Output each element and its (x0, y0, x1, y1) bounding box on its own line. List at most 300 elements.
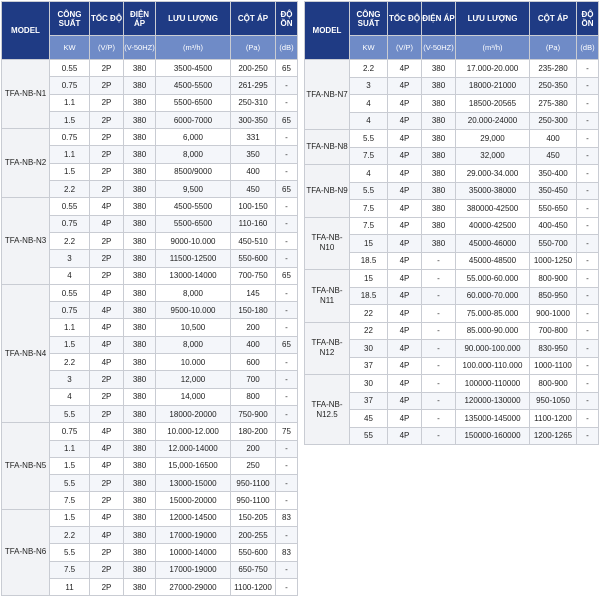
cell-flow: 17000-19000 (156, 527, 231, 544)
cell-pressure: 400-450 (530, 217, 577, 235)
table-row (305, 392, 599, 410)
cell-speed: 4P (388, 305, 422, 323)
cell-speed: 4P (388, 287, 422, 305)
cell-voltage: - (422, 427, 456, 445)
cell-noise: - (577, 112, 599, 130)
cell-power: 15 (350, 235, 388, 253)
table-row (305, 270, 599, 288)
cell-noise: 83 (276, 544, 298, 561)
cell-speed: 2P (90, 561, 124, 578)
cell-flow: 32,000 (456, 147, 530, 165)
cell-voltage: 380 (124, 163, 156, 180)
cell-pressure: 750-900 (231, 405, 276, 422)
cell-speed: 4P (90, 284, 124, 301)
cell-pressure: 250 (231, 457, 276, 474)
cell-speed: 2P (90, 405, 124, 422)
cell-speed: 2P (90, 388, 124, 405)
cell-flow: 6,000 (156, 129, 231, 146)
cell-noise: - (577, 357, 599, 375)
cell-flow: 8,000 (156, 336, 231, 353)
table-row (305, 112, 599, 130)
cell-voltage: 380 (124, 527, 156, 544)
cell-voltage: 380 (124, 232, 156, 249)
cell-voltage: 380 (124, 319, 156, 336)
cell-speed: 4P (388, 217, 422, 235)
cell-power: 7.5 (350, 217, 388, 235)
cell-power: 5.5 (350, 182, 388, 200)
cell-voltage: 380 (422, 165, 456, 183)
cell-pressure: 1000-1250 (530, 252, 577, 270)
cell-power: 3 (50, 371, 90, 388)
table-row (2, 60, 298, 77)
cell-noise: - (577, 287, 599, 305)
unit-power: KW (50, 36, 90, 60)
cell-power: 22 (350, 322, 388, 340)
cell-noise: - (276, 388, 298, 405)
cell-pressure: 275-380 (530, 95, 577, 113)
cell-voltage: 380 (422, 112, 456, 130)
cell-power: 4 (50, 267, 90, 284)
cell-voltage: 380 (124, 561, 156, 578)
cell-power: 3 (350, 77, 388, 95)
cell-flow: 45000-46000 (456, 235, 530, 253)
cell-noise: - (577, 375, 599, 393)
cell-flow: 13000-15000 (156, 475, 231, 492)
cell-noise: - (577, 130, 599, 148)
cell-voltage: - (422, 340, 456, 358)
unit-speed: (V/P) (90, 36, 124, 60)
cell-noise: - (577, 95, 599, 113)
cell-speed: 4P (90, 509, 124, 526)
cell-flow: 9500-10.000 (156, 302, 231, 319)
table-row (305, 287, 599, 305)
cell-flow: 10000-14000 (156, 544, 231, 561)
cell-power: 1.5 (50, 509, 90, 526)
cell-voltage: 380 (124, 111, 156, 128)
cell-flow: 29.000-34.000 (456, 165, 530, 183)
cell-speed: 2P (90, 267, 124, 284)
cell-pressure: 650-750 (231, 561, 276, 578)
cell-power: 7.5 (50, 492, 90, 509)
cell-pressure: 200-255 (231, 527, 276, 544)
unit-pressure: (Pa) (530, 36, 577, 60)
cell-voltage: 380 (422, 95, 456, 113)
cell-voltage: 380 (124, 181, 156, 198)
cell-speed: 4P (388, 130, 422, 148)
cell-flow: 3500-4500 (156, 60, 231, 77)
cell-pressure: 800-900 (530, 375, 577, 393)
cell-speed: 4P (388, 235, 422, 253)
cell-speed: 4P (388, 427, 422, 445)
unit-voltage: (V-50HZ) (124, 36, 156, 60)
cell-flow: 12000-14500 (156, 509, 231, 526)
cell-pressure: 261-295 (231, 77, 276, 94)
table-row (305, 200, 599, 218)
cell-power: 11 (50, 578, 90, 595)
header-model: MODEL (305, 2, 350, 60)
cell-flow: 11500-12500 (156, 250, 231, 267)
cell-pressure: 110-160 (231, 215, 276, 232)
cell-pressure: 150-180 (231, 302, 276, 319)
cell-noise: - (276, 578, 298, 595)
table-row (305, 410, 599, 428)
cell-power: 2.2 (50, 527, 90, 544)
cell-power: 0.75 (50, 302, 90, 319)
cell-pressure: 180-200 (231, 423, 276, 440)
cell-noise: - (577, 270, 599, 288)
cell-flow: 10,500 (156, 319, 231, 336)
cell-flow: 13000-14000 (156, 267, 231, 284)
unit-flow: (m³/h) (156, 36, 231, 60)
table-row (305, 77, 599, 95)
cell-speed: 2P (90, 371, 124, 388)
unit-power: KW (350, 36, 388, 60)
cell-pressure: 350-400 (530, 165, 577, 183)
cell-voltage: 380 (422, 130, 456, 148)
cell-pressure: 700 (231, 371, 276, 388)
cell-power: 0.55 (50, 284, 90, 301)
table-row (305, 60, 599, 78)
cell-flow: 10.000 (156, 354, 231, 371)
cell-power: 0.75 (50, 129, 90, 146)
unit-noise: (dB) (276, 36, 298, 60)
cell-voltage: 380 (422, 60, 456, 78)
cell-noise: - (577, 165, 599, 183)
cell-noise: - (276, 146, 298, 163)
cell-flow: 17000-19000 (156, 561, 231, 578)
cell-speed: 4P (388, 165, 422, 183)
cell-pressure: 450 (530, 147, 577, 165)
cell-flow: 10.000-12.000 (156, 423, 231, 440)
cell-voltage: 380 (124, 336, 156, 353)
cell-flow: 100.000-110.000 (456, 357, 530, 375)
cell-pressure: 150-205 (231, 509, 276, 526)
cell-power: 0.75 (50, 423, 90, 440)
cell-speed: 2P (90, 181, 124, 198)
cell-voltage: 380 (124, 77, 156, 94)
cell-speed: 2P (90, 129, 124, 146)
cell-voltage: 380 (124, 457, 156, 474)
cell-speed: 4P (388, 357, 422, 375)
header-power: CÔNG SUẤT (350, 2, 388, 36)
cell-flow: 14,000 (156, 388, 231, 405)
cell-flow: 100000-110000 (456, 375, 530, 393)
cell-noise: - (276, 561, 298, 578)
cell-pressure: 145 (231, 284, 276, 301)
header-pressure: CỘT ÁP (231, 2, 276, 36)
cell-voltage: - (422, 305, 456, 323)
cell-flow: 8,000 (156, 284, 231, 301)
model-cell: TFA-NB-N3 (2, 198, 50, 284)
cell-pressure: 600 (231, 354, 276, 371)
cell-pressure: 1000-1100 (530, 357, 577, 375)
cell-noise: - (577, 410, 599, 428)
cell-flow: 60.000-70.000 (456, 287, 530, 305)
cell-speed: 4P (388, 200, 422, 218)
unit-voltage: (V-50HZ) (422, 36, 456, 60)
cell-noise: 65 (276, 267, 298, 284)
cell-flow: 12,000 (156, 371, 231, 388)
unit-pressure: (Pa) (231, 36, 276, 60)
cell-pressure: 800-900 (530, 270, 577, 288)
cell-voltage: 380 (124, 250, 156, 267)
cell-speed: 2P (90, 578, 124, 595)
cell-speed: 4P (388, 252, 422, 270)
cell-flow: 6000-7000 (156, 111, 231, 128)
cell-pressure: 250-310 (231, 94, 276, 111)
cell-power: 0.75 (50, 77, 90, 94)
cell-pressure: 200 (231, 319, 276, 336)
cell-voltage: - (422, 270, 456, 288)
cell-voltage: 380 (422, 217, 456, 235)
cell-noise: 75 (276, 423, 298, 440)
cell-voltage: 380 (124, 267, 156, 284)
model-cell: TFA-NB-N2 (2, 129, 50, 198)
cell-noise: - (577, 217, 599, 235)
cell-noise: - (276, 198, 298, 215)
cell-voltage: - (422, 322, 456, 340)
cell-power: 2.2 (50, 354, 90, 371)
cell-voltage: - (422, 252, 456, 270)
cell-power: 30 (350, 340, 388, 358)
header-flow: LƯU LƯỢNG (156, 2, 231, 36)
cell-speed: 2P (90, 475, 124, 492)
cell-pressure: 450 (231, 181, 276, 198)
cell-flow: 4500-5500 (156, 198, 231, 215)
cell-power: 2.2 (350, 60, 388, 78)
model-cell: TFA-NB-N6 (2, 509, 50, 595)
cell-pressure: 550-600 (231, 250, 276, 267)
cell-voltage: - (422, 410, 456, 428)
cell-flow: 4500-5500 (156, 77, 231, 94)
cell-pressure: 830-950 (530, 340, 577, 358)
cell-flow: 150000-160000 (456, 427, 530, 445)
header-pressure: CỘT ÁP (530, 2, 577, 36)
unit-noise: (dB) (577, 36, 599, 60)
table-row (305, 252, 599, 270)
table-row (2, 284, 298, 301)
cell-power: 1.5 (50, 111, 90, 128)
cell-noise: - (577, 77, 599, 95)
cell-pressure: 200 (231, 440, 276, 457)
cell-speed: 2P (90, 163, 124, 180)
cell-flow: 85.000-90.000 (456, 322, 530, 340)
table-row (2, 198, 298, 215)
cell-flow: 29,000 (456, 130, 530, 148)
cell-voltage: - (422, 357, 456, 375)
model-cell: TFA-NB-N1 (2, 60, 50, 129)
cell-pressure: 1100-1200 (231, 578, 276, 595)
cell-noise: - (577, 182, 599, 200)
header-power: CÔNG SUẤT (50, 2, 90, 36)
cell-pressure: 235-280 (530, 60, 577, 78)
table-row (305, 130, 599, 148)
table-row (305, 235, 599, 253)
cell-flow: 27000-29000 (156, 578, 231, 595)
cell-noise: - (276, 457, 298, 474)
cell-speed: 4P (90, 527, 124, 544)
cell-voltage: 380 (124, 60, 156, 77)
cell-pressure: 550-700 (530, 235, 577, 253)
table-row (305, 322, 599, 340)
cell-speed: 4P (388, 410, 422, 428)
cell-flow: 135000-145000 (456, 410, 530, 428)
cell-flow: 12.000-14000 (156, 440, 231, 457)
cell-voltage: 380 (124, 405, 156, 422)
cell-pressure: 450-510 (231, 232, 276, 249)
cell-noise: - (276, 284, 298, 301)
cell-flow: 40000-42500 (456, 217, 530, 235)
cell-power: 7.5 (350, 147, 388, 165)
cell-pressure: 250-350 (530, 77, 577, 95)
cell-voltage: 380 (124, 509, 156, 526)
cell-power: 0.75 (50, 215, 90, 232)
cell-flow: 20.000-24000 (456, 112, 530, 130)
model-cell: TFA-NB-N11 (305, 270, 350, 323)
header-noise: ĐỘ ỒN (577, 2, 599, 36)
cell-noise: - (276, 250, 298, 267)
cell-power: 4 (350, 95, 388, 113)
cell-noise: 83 (276, 509, 298, 526)
cell-voltage: 380 (422, 200, 456, 218)
table-row (305, 357, 599, 375)
cell-voltage: 380 (124, 388, 156, 405)
cell-noise: - (577, 340, 599, 358)
table-row (305, 182, 599, 200)
cell-pressure: 100-150 (231, 198, 276, 215)
cell-voltage: 380 (124, 284, 156, 301)
cell-pressure: 1100-1200 (530, 410, 577, 428)
table-row (305, 147, 599, 165)
cell-power: 5.5 (50, 475, 90, 492)
table-row (305, 95, 599, 113)
cell-noise: - (276, 527, 298, 544)
model-cell: TFA-NB-N7 (305, 60, 350, 130)
cell-flow: 120000-130000 (456, 392, 530, 410)
cell-power: 1.5 (50, 457, 90, 474)
cell-power: 7.5 (50, 561, 90, 578)
cell-power: 1.1 (50, 440, 90, 457)
cell-power: 7.5 (350, 200, 388, 218)
cell-flow: 5500-6500 (156, 215, 231, 232)
cell-voltage: 380 (124, 423, 156, 440)
cell-noise: - (276, 232, 298, 249)
cell-noise: - (276, 405, 298, 422)
cell-power: 1.5 (50, 336, 90, 353)
cell-power: 3 (50, 250, 90, 267)
cell-speed: 2P (90, 492, 124, 509)
header-model: MODEL (2, 2, 50, 60)
cell-noise: - (276, 129, 298, 146)
cell-speed: 4P (388, 322, 422, 340)
cell-noise: - (276, 302, 298, 319)
cell-power: 5.5 (50, 405, 90, 422)
table-row (2, 509, 298, 526)
unit-flow: (m³/h) (456, 36, 530, 60)
cell-voltage: 380 (124, 129, 156, 146)
cell-flow: 8,000 (156, 146, 231, 163)
cell-pressure: 350-450 (530, 182, 577, 200)
cell-pressure: 700-750 (231, 267, 276, 284)
cell-speed: 4P (388, 77, 422, 95)
cell-pressure: 300-350 (231, 111, 276, 128)
cell-speed: 4P (90, 423, 124, 440)
cell-pressure: 1200-1265 (530, 427, 577, 445)
cell-flow: 75.000-85.000 (456, 305, 530, 323)
cell-noise: - (577, 60, 599, 78)
cell-power: 1.5 (50, 163, 90, 180)
cell-voltage: 380 (422, 182, 456, 200)
cell-noise: - (577, 235, 599, 253)
spec-table-right (304, 1, 599, 445)
cell-voltage: 380 (422, 77, 456, 95)
table-row (305, 305, 599, 323)
cell-voltage: 380 (124, 440, 156, 457)
cell-noise: 65 (276, 181, 298, 198)
cell-power: 22 (350, 305, 388, 323)
model-cell: TFA-NB-N10 (305, 217, 350, 270)
cell-speed: 4P (388, 147, 422, 165)
header-speed: TỐC ĐỘ (388, 2, 422, 36)
cell-flow: 8500/9000 (156, 163, 231, 180)
cell-speed: 4P (90, 336, 124, 353)
cell-voltage: 380 (124, 215, 156, 232)
cell-noise: - (276, 492, 298, 509)
cell-noise: - (276, 371, 298, 388)
cell-flow: 380000-42500 (456, 200, 530, 218)
model-cell: TFA-NB-N5 (2, 423, 50, 509)
spec-table-left (1, 1, 298, 596)
cell-noise: 65 (276, 60, 298, 77)
cell-voltage: - (422, 375, 456, 393)
cell-power: 1.1 (50, 146, 90, 163)
cell-flow: 45000-48500 (456, 252, 530, 270)
cell-speed: 4P (90, 302, 124, 319)
cell-pressure: 400 (530, 130, 577, 148)
cell-speed: 2P (90, 232, 124, 249)
cell-voltage: 380 (124, 354, 156, 371)
cell-pressure: 950-1050 (530, 392, 577, 410)
cell-voltage: 380 (124, 492, 156, 509)
cell-power: 1.1 (50, 94, 90, 111)
cell-pressure: 400 (231, 163, 276, 180)
cell-speed: 4P (388, 60, 422, 78)
cell-pressure: 350 (231, 146, 276, 163)
cell-speed: 4P (90, 215, 124, 232)
model-cell: TFA-NB-N4 (2, 284, 50, 422)
cell-power: 2.2 (50, 181, 90, 198)
cell-power: 30 (350, 375, 388, 393)
cell-power: 37 (350, 357, 388, 375)
cell-power: 4 (50, 388, 90, 405)
cell-power: 45 (350, 410, 388, 428)
cell-voltage: - (422, 287, 456, 305)
cell-voltage: 380 (124, 371, 156, 388)
cell-noise: - (276, 319, 298, 336)
cell-noise: - (577, 392, 599, 410)
cell-pressure: 550-650 (530, 200, 577, 218)
table-row (305, 165, 599, 183)
cell-speed: 4P (90, 457, 124, 474)
cell-flow: 9,500 (156, 181, 231, 198)
cell-flow: 55.000-60.000 (456, 270, 530, 288)
table-row (305, 427, 599, 445)
cell-voltage: 380 (124, 94, 156, 111)
cell-voltage: 380 (422, 235, 456, 253)
cell-voltage: 380 (124, 475, 156, 492)
cell-speed: 4P (90, 440, 124, 457)
cell-speed: 2P (90, 250, 124, 267)
